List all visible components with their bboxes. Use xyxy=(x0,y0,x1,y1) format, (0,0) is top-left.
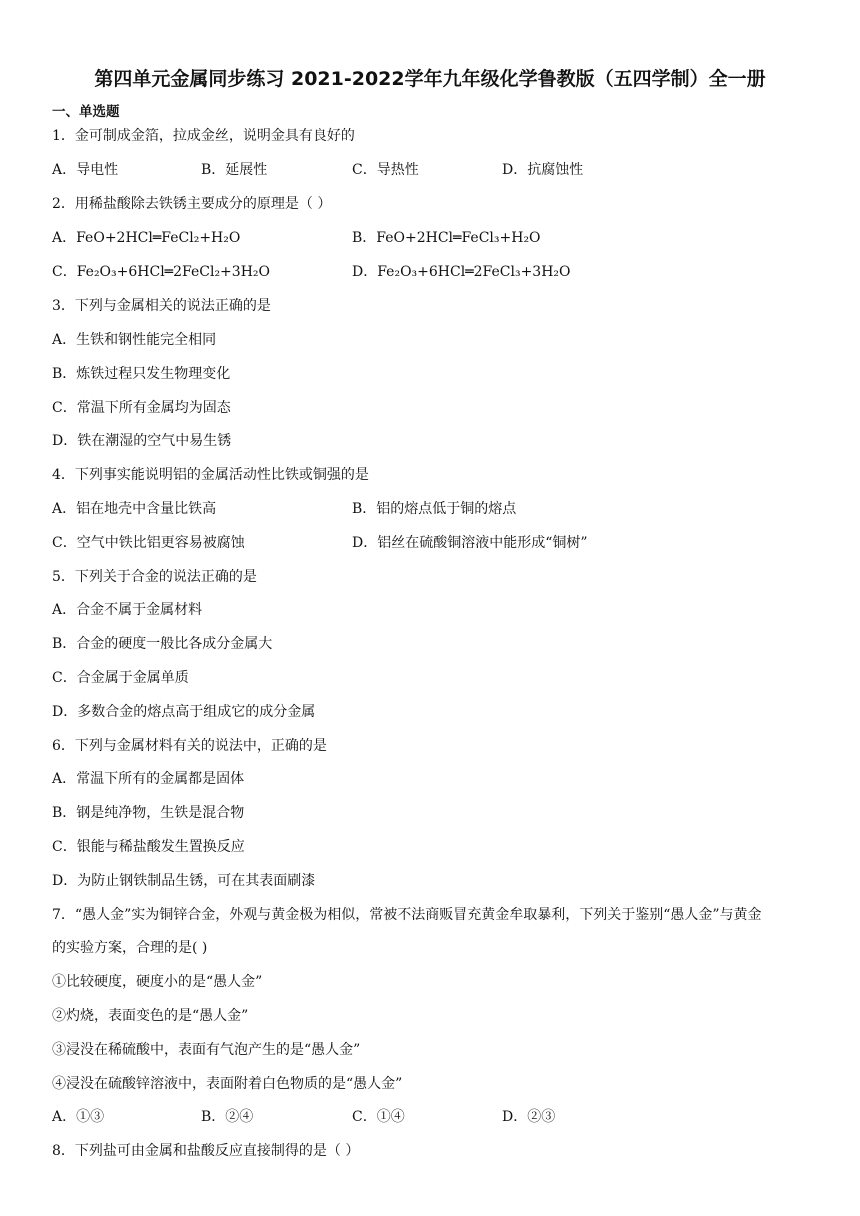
question-3-option-b: B．炼铁过程只发生物理变化 xyxy=(52,366,231,382)
question-1-option-a: A．导电性 xyxy=(52,162,119,178)
question-1-option-d: D．抗腐蚀性 xyxy=(502,162,584,178)
question-7-option-b: B．②④ xyxy=(201,1109,254,1125)
question-6-option-a: A．常温下所有的金属都是固体 xyxy=(52,771,245,787)
question-7-stem-line-1: 7．“愚人金”实为铜锌合金，外观与黄金极为相似，常被不法商贩冒充黄金牟取暴利，下列关于鉴别“愚人金”与黄金 xyxy=(52,907,762,923)
question-2-option-c: C．Fe₂O₃+6HCl═2FeCl₂+3H₂O xyxy=(52,264,270,280)
question-3-option-d: D．铁在潮湿的空气中易生锈 xyxy=(52,433,232,449)
question-3-stem: 3．下列与金属相关的说法正确的是 xyxy=(52,298,271,314)
question-2-stem: 2．用稀盐酸除去铁锈主要成分的原理是（ ） xyxy=(52,196,332,212)
question-7-option-d: D．②③ xyxy=(502,1109,556,1125)
question-1-option-b: B．延展性 xyxy=(201,162,268,178)
question-2-option-b: B．FeO+2HCl═FeCl₃+H₂O xyxy=(352,230,541,246)
question-5-option-b: B．合金的硬度一般比各成分金属大 xyxy=(52,636,273,652)
question-7-option-a: A．①③ xyxy=(52,1109,105,1125)
question-5-option-d: D．多数合金的熔点高于组成它的成分金属 xyxy=(52,704,316,720)
question-7-statement-4: ④浸没在硫酸锌溶液中，表面附着白色物质的是“愚人金” xyxy=(52,1076,403,1092)
question-1-option-c: C．导热性 xyxy=(352,162,419,178)
section-heading: 一、单选题 xyxy=(52,104,120,120)
question-4-option-d: D．铝丝在硫酸铜溶液中能形成“铜树” xyxy=(352,535,588,551)
question-3-option-a: A．生铁和钢性能完全相同 xyxy=(52,332,217,348)
question-5-option-a: A．合金不属于金属材料 xyxy=(52,602,203,618)
question-2-option-d: D．Fe₂O₃+6HCl═2FeCl₃+3H₂O xyxy=(352,264,571,280)
question-7-stem-line-2: 的实验方案，合理的是( ) xyxy=(52,940,208,956)
question-4-stem: 4．下列事实能说明铝的金属活动性比铁或铜强的是 xyxy=(52,467,369,483)
question-4-option-b: B．铝的熔点低于铜的熔点 xyxy=(352,501,517,517)
question-6-option-b: B．钢是纯净物，生铁是混合物 xyxy=(52,805,245,821)
question-4-option-a: A．铝在地壳中含量比铁高 xyxy=(52,501,217,517)
question-7-option-c: C．①④ xyxy=(352,1109,405,1125)
question-1-stem: 1．金可制成金箔，拉成金丝，说明金具有良好的 xyxy=(52,128,355,144)
question-7-statement-2: ②灼烧，表面变色的是“愚人金” xyxy=(52,1008,249,1024)
question-2-option-a: A．FeO+2HCl═FeCl₂+H₂O xyxy=(52,230,241,246)
question-8-stem: 8．下列盐可由金属和盐酸反应直接制得的是（ ） xyxy=(52,1143,360,1159)
question-6-stem: 6．下列与金属材料有关的说法中，正确的是 xyxy=(52,738,327,754)
question-6-option-c: C．银能与稀盐酸发生置换反应 xyxy=(52,839,245,855)
question-7-statement-1: ①比较硬度，硬度小的是“愚人金” xyxy=(52,974,263,990)
question-6-option-d: D．为防止钢铁制品生锈，可在其表面刷漆 xyxy=(52,873,316,889)
question-5-stem: 5．下列关于合金的说法正确的是 xyxy=(52,569,257,585)
question-5-option-c: C．合金属于金属单质 xyxy=(52,670,189,686)
question-7-statement-3: ③浸没在稀硫酸中，表面有气泡产生的是“愚人金” xyxy=(52,1042,361,1058)
document-title: 第四单元金属同步练习 2021-2022学年九年级化学鲁教版（五四学制）全一册 xyxy=(94,68,766,90)
question-3-option-c: C．常温下所有金属均为固态 xyxy=(52,400,231,416)
question-4-option-c: C．空气中铁比铝更容易被腐蚀 xyxy=(52,535,245,551)
